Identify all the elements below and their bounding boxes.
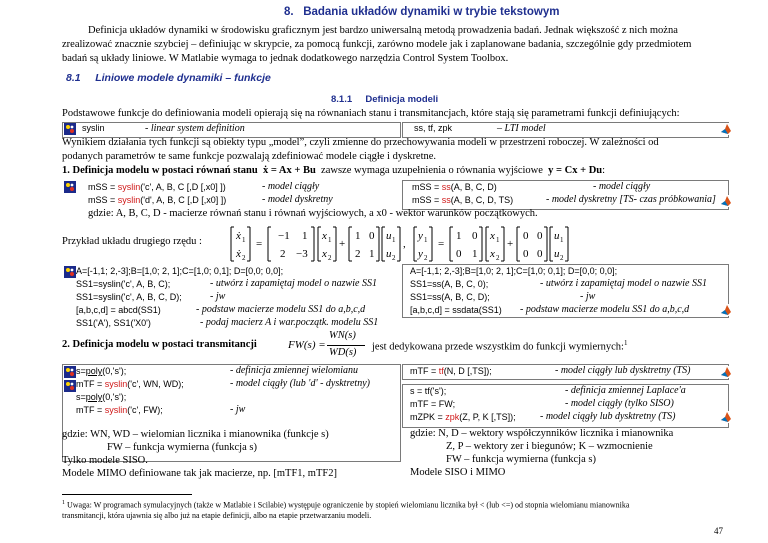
code-b-right-4-comment: - podstaw macierze modelu SS1 do a,b,c,d: [520, 304, 690, 315]
code-function: tf: [438, 366, 444, 376]
matrix-a-cell: −1: [278, 230, 290, 242]
code-b-left-2-comment: - utwórz i zapamiętaj model o nazwie SS1: [210, 278, 377, 289]
footnote-separator: [62, 494, 192, 495]
definition-1-tail: :: [602, 165, 606, 176]
matrix-c: [450, 227, 482, 261]
subsection-number: 8.1.1: [331, 94, 353, 105]
code-b-right-1: A=[-1,1; 2,-3];B=[1,0; 2, 1];C=[1,0; 0,1]; D=[0,0; 0,0];: [410, 266, 618, 276]
sub: 2: [424, 254, 428, 262]
code-b-left-5: SS1('A'), SS1('X0'): [76, 318, 151, 328]
code-text: ('c', WN, WD);: [127, 379, 184, 389]
code-b-right-2-comment: - utwórz i zapamiętaj model o nazwie SS1: [540, 278, 707, 289]
code-a-right-2-comment: - model dyskretny [TS- czas próbkowania]: [546, 194, 716, 205]
state-equation: ẋ = Ax + Bu: [262, 165, 316, 176]
code-function: poly: [85, 366, 103, 376]
matrix-d-cell: 0: [523, 230, 529, 242]
code-c-right-3: mTF = FW;: [410, 399, 456, 409]
code-c-right-2-comment: - definicja zmiennej Laplace'a: [565, 385, 686, 396]
chapter-number: 8.: [284, 6, 294, 18]
matrix-a: [268, 227, 314, 261]
definition-1: [62, 165, 605, 176]
code-b-left-4: [a,b,c,d] = abcd(SS1): [76, 305, 161, 315]
code-c-right-2: s = tf('s');: [410, 386, 447, 396]
matlab-icon: [720, 195, 732, 207]
lti-functions-name: ss, tf, zpk: [414, 123, 453, 133]
matrix-d-cell: 0: [537, 248, 543, 260]
code-a-right-1: [412, 182, 497, 192]
code-c-right-3-comment: - model ciągły (tylko SISO): [565, 398, 674, 409]
code-function: syslin: [104, 379, 128, 389]
sub: 2: [328, 254, 332, 262]
code-text: ('c', A, B, C [,D [,x0] ]): [140, 182, 226, 192]
comma: ,: [403, 238, 406, 250]
x-2: x: [322, 248, 327, 260]
code-c-left-4-comment: - jw: [230, 404, 246, 415]
xdot-vector: [231, 227, 250, 262]
notes-left-4-text: Modele MIMO definiowane tak jak macierze, np. [mTF1, mTF2]: [62, 468, 337, 479]
sub: 1: [496, 236, 500, 244]
y-1: y: [418, 230, 423, 242]
transfer-function-denominator: WD(s): [329, 347, 357, 358]
code-b-right-3-comment: - jw: [580, 291, 596, 302]
eq-sign: =: [256, 238, 263, 250]
code-b-left-3-comment: - jw: [210, 291, 226, 302]
matrix-b-cell: 1: [355, 230, 361, 242]
u-vector: [382, 227, 400, 262]
u-1: u: [386, 230, 392, 242]
sub: 2: [242, 254, 246, 262]
footnote-ref: 1: [623, 339, 628, 347]
definition-2-text: jest dedykowana przede wszystkim do funkcji wymiernych:: [372, 341, 624, 353]
code-text: s=: [76, 392, 86, 402]
code-text: (0,'s');: [102, 392, 127, 402]
scilab-icon: [64, 380, 76, 392]
notes-left-2: FW – funkcja wymierna (funkcja s): [107, 442, 257, 453]
code-text: (N, D [,TS]);: [443, 366, 492, 376]
x-1: x: [490, 230, 495, 242]
code-b-right-2: SS1=ss(A, B, C, 0);: [410, 279, 489, 289]
u-1: u: [554, 230, 560, 242]
gdzie-state-space: gdzie: A, B, C, D - macierze równań stanu i równań wyjściowych, a x0 - wektor warunków początkowych.: [88, 208, 538, 219]
matrix-c-cell: 1: [456, 230, 462, 242]
matrix-d-cell: 0: [537, 230, 543, 242]
definition-1-title: 1. Definicja modelu w postaci równań stanu: [62, 165, 258, 176]
code-function: ss: [441, 182, 451, 192]
code-b-right-3: SS1=ss(A, B, C, D);: [410, 292, 490, 302]
basic-functions-paragraph: Podstawowe funkcje do definiowania modeli opierają się na równaniach stanu i transmitancjach, które stają się parametrami funkcji definiujących:: [62, 108, 680, 119]
plus-sign: +: [339, 238, 346, 250]
y-2: y: [418, 248, 423, 260]
code-c-right-1: [410, 366, 492, 376]
notes-left-4: [62, 468, 337, 479]
x-2: x: [490, 248, 495, 260]
matrix-a-cell: 2: [280, 248, 286, 260]
sub: 1: [560, 236, 564, 244]
section-title: Liniowe modele dynamiki – funkcje: [95, 72, 271, 84]
notes-right-1: gdzie: N, D – wektory współczynników licznika i mianownika: [410, 428, 674, 439]
page-number: 47: [714, 526, 723, 536]
code-c-left-2: [76, 379, 184, 389]
sub: 2: [392, 254, 396, 262]
section-number: 8.1: [66, 72, 81, 84]
matlab-icon: [720, 411, 732, 423]
code-c-left-1-comment: - definicja zmiennej wielomianu: [230, 365, 359, 376]
intro-line-2: zrealizować znacznie szybciej – definiując w skrypcie, za pomocą funkcji, zarówno modele jak i zaplanowane badania, szczególnie gdy przedmiotem: [62, 39, 692, 50]
syslin-description: - linear system definition: [145, 123, 245, 134]
code-text: mZPK =: [410, 412, 446, 422]
u-2: u: [386, 248, 392, 260]
matrix-a-cell: 1: [302, 230, 308, 242]
transfer-function-lhs: FW(s) =: [288, 339, 326, 351]
code-function: syslin: [117, 195, 141, 205]
definition-1-mid: zawsze wymaga uzupełnienia o równania wyjściowe: [321, 165, 543, 176]
code-text: s=: [76, 366, 86, 376]
intro-line-3: badań są układy liniowe. W Matlabie wymaga to jednak dodatkowego narzędzia Control System Toolbox.: [62, 53, 509, 64]
code-b-left-2: SS1=syslin('c', A, B, C);: [76, 279, 171, 289]
code-b-left-1: A=[-1,1; 2,-3];B=[1,0; 2, 1];C=[1,0; 0,1]; D=[0,0; 0,0];: [76, 266, 284, 276]
code-c-left-1: [76, 366, 126, 376]
code-b-right-4: [a,b,c,d] = ssdata(SS1): [410, 305, 502, 315]
matlab-icon: [720, 304, 732, 316]
x-1: x: [322, 230, 327, 242]
code-function: syslin: [117, 182, 141, 192]
scilab-icon: [64, 181, 76, 193]
notes-right-2: Z, P – wektory zer i biegunów; K – wzmocnienie: [446, 441, 653, 452]
code-text: (A, B, C, D, TS): [450, 195, 514, 205]
code-a-left-1-comment: - model ciągły: [262, 181, 320, 192]
code-text: mSS =: [88, 182, 118, 192]
code-c-left-4: [76, 405, 163, 415]
output-equation: y = Cx + Du: [548, 165, 603, 176]
xdot-1: ẋ: [236, 230, 241, 242]
matrix-a-cell: −3: [296, 248, 308, 260]
code-text: (Z, P, K [,TS]);: [459, 412, 516, 422]
code-text: mTF =: [410, 366, 439, 376]
code-b-left-5-comment: - podaj macierz A i war.początk. modelu SS1: [200, 317, 379, 328]
matlab-icon: [720, 123, 732, 135]
matrix-c-cell: 0: [456, 248, 462, 260]
chapter-heading: [284, 6, 559, 18]
code-function: zpk: [445, 412, 460, 422]
result-line-1: Wynikiem działania tych funkcji są obiekty typu „model”, czyli zmienne do przechowywania modeli w przestrzeni roboczej. W zależności od: [62, 137, 659, 148]
code-text: (A, B, C, D): [450, 182, 497, 192]
code-b-left-4-comment: - podstaw macierze modelu SS1 do a,b,c,d: [196, 304, 366, 315]
sub: 2: [496, 254, 500, 262]
definition-2-title: 2. Definicja modelu w postaci transmitancji: [62, 339, 257, 350]
lti-description: – LTI model: [497, 123, 546, 134]
result-line-2: podanych parametrów te same funkcje pozwalają zdefiniować modele ciągłe i dyskretne.: [62, 151, 437, 162]
eq-sign: =: [438, 238, 445, 250]
y-vector: [414, 227, 432, 262]
x-vector: [318, 227, 336, 262]
code-text: mSS =: [412, 195, 442, 205]
matrix-d-cell: 0: [523, 248, 529, 260]
footnote-text: Uwaga: W programach symulacyjnych (także w Matlabie i Scilabie) występuje ograniczenie by stopień wielomianu licznika był < (lub <=) od stopnia wielomianu mianownika: [67, 500, 630, 510]
code-b-left-3: SS1=syslin('c', A, B, C, D);: [76, 292, 182, 302]
matrix-b: [349, 227, 379, 261]
definition-2-tail: [372, 339, 627, 353]
code-a-right-1-comment: - model ciągły: [593, 181, 651, 192]
code-c-right-4-comment: - model ciągły lub dysktretny (TS): [540, 411, 676, 422]
code-function: ss: [441, 195, 451, 205]
sub: 1: [328, 236, 332, 244]
matrix-b-cell: 2: [355, 248, 361, 260]
code-text: mSS =: [88, 195, 118, 205]
notes-right-4: Modele SISO i MIMO: [410, 467, 506, 478]
code-c-left-3: [76, 392, 126, 402]
footnote-line-1: [62, 500, 629, 510]
scilab-icon: [64, 366, 76, 378]
code-text: mTF =: [76, 379, 105, 389]
matrix-b-cell: 0: [369, 230, 375, 242]
code-text: ('c', FW);: [127, 405, 163, 415]
matrix-b-cell: 1: [369, 248, 375, 260]
footnote-line-2: transmitancji, która ujawnia się albo już na etapie definicji, albo na etapie przetwarzaniu modeli.: [62, 511, 372, 520]
code-a-left-2-comment: - model dyskretny: [262, 194, 333, 205]
subsection-title: Definicja modeli: [365, 94, 439, 105]
notes-right-3: FW – funkcja wymierna (funkcja s): [446, 454, 596, 465]
xdot-2: ẋ: [236, 248, 241, 260]
u-2: u: [554, 248, 560, 260]
sub: 2: [560, 254, 564, 262]
matrix-c-cell: 0: [472, 230, 478, 242]
notes-left-3: Tylko modele SISO.: [62, 455, 148, 466]
matlab-icon: [720, 366, 732, 378]
code-c-left-2-comment: - model ciągły (lub 'd' - dysktretny): [230, 378, 370, 389]
code-a-right-2: [412, 195, 513, 205]
matrix-c-cell: 1: [472, 248, 478, 260]
intro-line-1: Definicja układów dynamiki w środowisku graficznym jest bardzo uniwersalną metodą prowadzenia badań. Jednak większość z nich można: [88, 25, 678, 36]
notes-left-1: gdzie: WN, WD – wielomian licznika i mianownika (funkcje s): [62, 429, 329, 440]
scilab-icon: [64, 266, 76, 278]
syslin-name: syslin: [82, 123, 105, 133]
section-8-1-1-heading: [331, 94, 438, 105]
transfer-function-numerator: WN(s): [329, 330, 356, 341]
example-state-equation: [228, 224, 748, 264]
code-a-left-2: [88, 195, 226, 205]
example-label: Przykład układu drugiego rzędu :: [62, 236, 202, 247]
code-text: mTF =: [76, 405, 105, 415]
fraction-bar: [327, 345, 365, 346]
u-vector: [550, 227, 568, 262]
code-function: syslin: [104, 405, 128, 415]
sub: 1: [242, 236, 246, 244]
sub: 1: [392, 236, 396, 244]
section-8-1-heading: [66, 72, 271, 84]
x-vector: [486, 227, 504, 262]
code-function: poly: [85, 392, 103, 402]
code-a-left-1: [88, 182, 226, 192]
code-text: (0,'s');: [102, 366, 127, 376]
code-c-right-1-comment: - model ciągły lub dysktretny (TS): [555, 365, 691, 376]
code-c-right-4: [410, 412, 516, 422]
code-text: mSS =: [412, 182, 442, 192]
plus-sign: +: [507, 238, 514, 250]
sub: 1: [424, 236, 428, 244]
code-text: ('d', A, B, C [,D [,x0] ]): [140, 195, 227, 205]
footnote-mark: 1: [62, 500, 65, 506]
matrix-d: [517, 227, 547, 261]
chapter-title: Badania układów dynamiki w trybie tekstowym: [303, 6, 560, 18]
